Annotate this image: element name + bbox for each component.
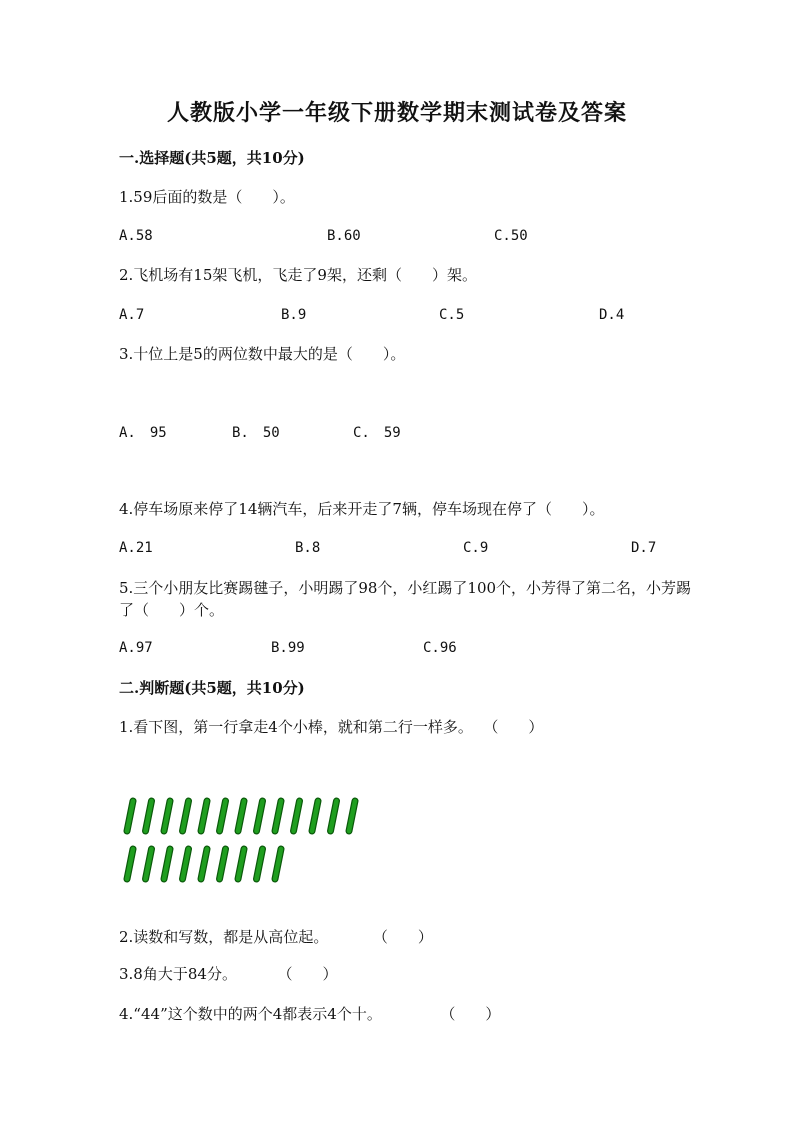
stick-row1-9	[275, 801, 281, 831]
judge-2-text: 2.读数和写数，都是从高位起。	[119, 928, 329, 946]
judge-1-stem	[119, 716, 543, 738]
stick-row2-8	[257, 849, 263, 879]
question-2-stem: 2.飞机场有15架飞机，飞走了9架，还剩（ ）架。	[119, 266, 477, 284]
question-2-option-d: D.4	[599, 307, 625, 323]
question-3-option-b: B. 50	[232, 425, 280, 441]
stick-row1-12	[331, 801, 337, 831]
stick-row2-3	[164, 849, 170, 879]
question-2-option-a: A.7	[119, 307, 145, 323]
question-3-option-c: C. 59	[353, 425, 401, 441]
judge-1-text: 1.看下图，第一行拿走4个小棒，就和第二行一样多。	[119, 718, 473, 736]
judge-1-answer-blank[interactable]: （ ）	[490, 718, 544, 736]
stick-row1-10	[294, 801, 300, 831]
judge-3-answer-blank[interactable]: （ ）	[284, 965, 338, 983]
judge-2-answer-blank[interactable]: （ ）	[380, 928, 433, 946]
question-3-stem: 3.十位上是5的两位数中最大的是（ ）。	[119, 345, 406, 363]
judge-4-text: 4.“44”这个数中的两个4都表示4个十。	[119, 1005, 382, 1023]
sticks-figure	[120, 795, 370, 885]
question-5-stem: 5.三个小朋友比赛踢毽子，小明踢了98个，小红踢了100个，小芳得了第二名，小芳踢了（ ）个。	[119, 579, 692, 619]
stick-row2-7	[238, 849, 244, 879]
stick-row2-5	[201, 849, 207, 879]
question-1-option-c: C.50	[494, 228, 528, 244]
question-4-option-c: C.9	[463, 540, 489, 556]
stick-row1-2	[146, 801, 152, 831]
stick-row1-3	[164, 801, 170, 831]
stick-row2-1	[127, 849, 133, 879]
stick-row1-4	[183, 801, 189, 831]
stick-row2-9	[275, 849, 281, 879]
judge-2-stem	[119, 926, 433, 948]
stick-row2-2	[146, 849, 152, 879]
question-4-option-b: B.8	[295, 540, 321, 556]
judge-4-answer-blank[interactable]: （ ）	[447, 1005, 501, 1023]
judge-3-stem	[119, 963, 337, 985]
question-2-option-c: C.5	[439, 307, 465, 323]
question-2-option-b: B.9	[281, 307, 307, 323]
stick-row1-11	[312, 801, 318, 831]
stick-row2-6	[220, 849, 226, 879]
sticks-row-1	[127, 801, 355, 831]
question-5-option-c: C.96	[423, 640, 457, 656]
section-heading-judge: 二.判断题(共5题，共10分)	[119, 679, 305, 697]
section-heading-choice: 一.选择题(共5题，共10分)	[119, 149, 305, 167]
stick-row1-1	[127, 801, 133, 831]
judge-4-stem	[119, 1003, 500, 1025]
question-4-option-a: A.21	[119, 540, 153, 556]
stick-row2-4	[183, 849, 189, 879]
question-1-stem: 1.59后面的数是（ ）。	[119, 188, 295, 206]
sticks-row-2	[127, 849, 281, 879]
question-5-option-b: B.99	[271, 640, 305, 656]
question-4-option-d: D.7	[631, 540, 657, 556]
judge-3-text: 3.8角大于84分。	[119, 965, 237, 983]
stick-row1-7	[238, 801, 244, 831]
stick-row1-5	[201, 801, 207, 831]
page-title: 人教版小学一年级下册数学期末测试卷及答案	[166, 100, 627, 126]
question-1-option-a: A.58	[119, 228, 153, 244]
stick-row1-13	[349, 801, 355, 831]
question-4-stem: 4.停车场原来停了14辆汽车，后来开走了7辆，停车场现在停了（ ）。	[119, 500, 605, 518]
question-3-option-a: A. 95	[119, 425, 167, 441]
question-1-option-b: B.60	[327, 228, 361, 244]
question-5-option-a: A.97	[119, 640, 153, 656]
stick-row1-8	[257, 801, 263, 831]
stick-row1-6	[220, 801, 226, 831]
